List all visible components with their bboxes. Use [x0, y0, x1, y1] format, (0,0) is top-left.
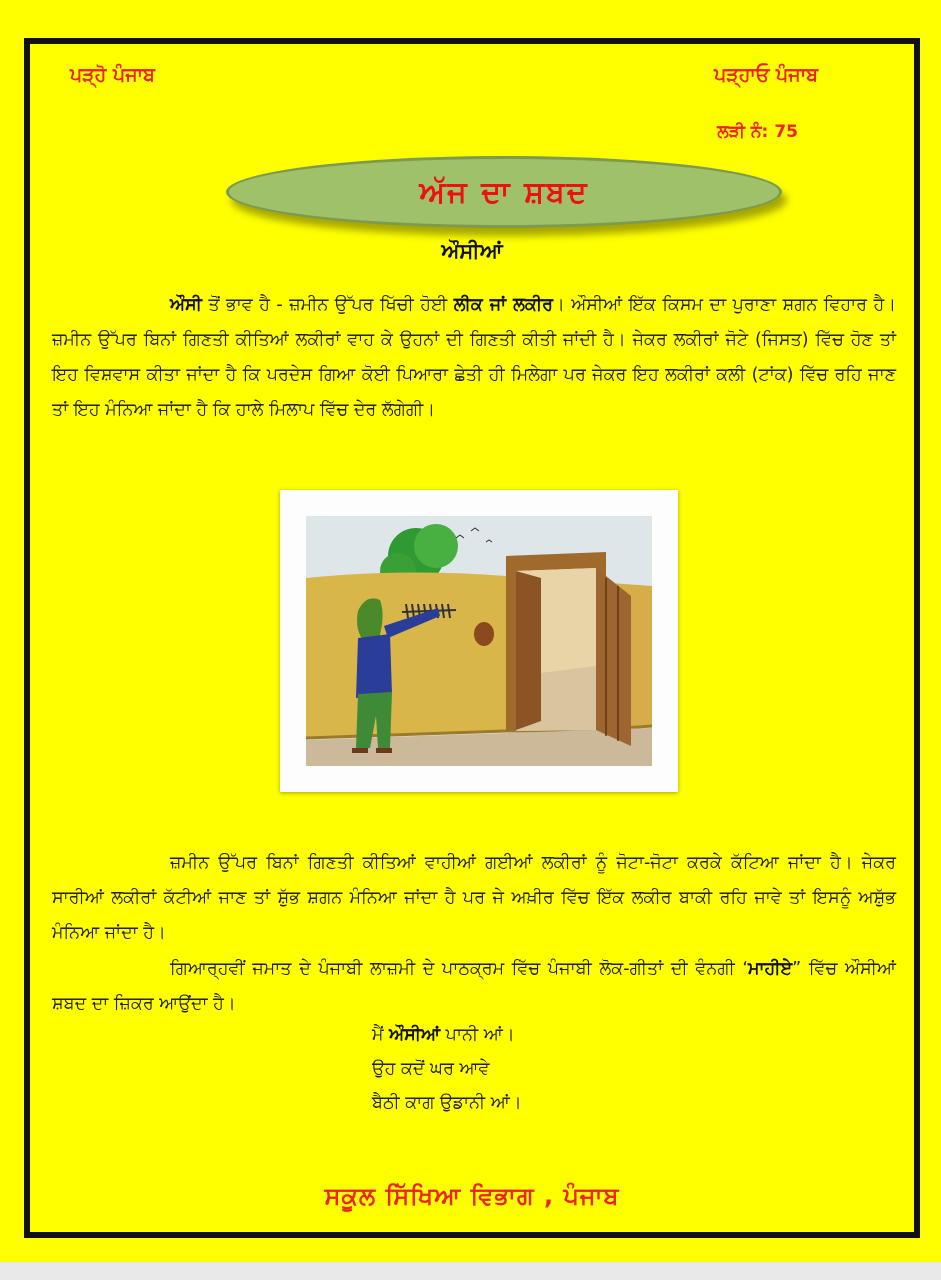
paragraph-text: ਜ਼ਮੀਨ ਉੱਪਰ ਬਿਨਾਂ ਗਿਣਤੀ ਕੀਤਿਆਂ ਵਾਹੀਆਂ ਗਈਆਂ ਲਕੀਰਾਂ ਨੂੰ ਜੋਟਾ-ਜੋਟਾ ਕਰਕੇ ਕੱਟਿਆ ਜਾਂਦਾ ਹੈ। ਜੇਕਰ ਸਾਰੀਆਂ ਲਕੀਰਾਂ ਕੱਟੀਆਂ ਜਾਣ ਤਾਂ ਸ਼ੁੱਭ ਸ਼ਗਨ ਮੰਨਿਆ ਜਾਂਦਾ ਹੈ ਪਰ ਜੇ ਅਖ਼ੀਰ ਵਿੱਚ ਇੱਕ ਲਕੀਰ ਬਾਕੀ ਰਹਿ ਜਾਵੇ ਤਾਂ ਇਸਨੂੰ ਅਸ਼ੁੱਭ ਮੰਨਿਆ ਜਾਂਦਾ ਹੈ।	[52, 853, 896, 943]
header-right-slogan: ਪੜ੍ਹਾਓ ਪੰਜਾਬ	[714, 64, 818, 86]
serial-value: 75	[774, 122, 798, 142]
paragraph-text: । ਔਸੀਆਂ ਇੱਕ ਕਿਸਮ ਦਾ ਪੁਰਾਣਾ ਸ਼ਗਨ ਵਿਹਾਰ ਹੈ। ਜ਼ਮੀਨ ਉੱਪਰ ਬਿਨਾਂ ਗਿਣਤੀ ਕੀਤਿਆਂ ਲਕੀਰਾਂ ਵਾਹ ਕੇ ਉਹਨਾਂ ਦੀ ਗਿਣਤੀ ਕੀਤੀ ਜਾਂਦੀ ਹੈ। ਜੇਕਰ ਲਕੀਰਾਂ ਜੋਟੇ (ਜਿਸਤ) ਵਿੱਚ ਹੋਣ ਤਾਂ ਇਹ ਵਿਸ਼ਵਾਸ ਕੀਤਾ ਜਾਂਦਾ ਹੈ ਕਿ ਪਰਦੇਸ ਗਿਆ ਕੋਈ ਪਿਆਰਾ ਛੇਤੀ ਹੀ ਮਿਲੇਗਾ ਪਰ ਜੇਕਰ ਇਹ ਲਕੀਰਾਂ ਕਲੀ (ਟਾਂਕ) ਵਿੱਚ ਰਹਿ ਜਾਣ ਤਾਂ ਇਹ ਮੰਨਿਆ ਜਾਂਦਾ ਹੈ ਕਿ ਹਾਲੇ ਮਿਲਾਪ ਵਿੱਚ ਦੇਰ ਲੱਗੇਗੀ।	[52, 295, 896, 420]
verse-line-3: ਬੈਠੀ ਕਾਗ ਉਡਾਨੀ ਆਂ।	[372, 1093, 522, 1113]
banner-title: ਅੱਜ ਦਾ ਸ਼ਬਦ	[419, 174, 589, 210]
serial-label: ਲੜੀ ਨੰ:	[717, 122, 769, 142]
bold-term: ਔਸੀ	[170, 295, 202, 315]
paragraph-reference	[52, 952, 896, 1022]
verse-bold-word: ਔਸੀਆਂ	[389, 1025, 441, 1045]
paragraph-text: ” ਵਿੱਚ ਔਸੀਆਂ ਸ਼ਬਦ ਦਾ ਜ਼ਿਕਰ ਆਉਂਦਾ ਹੈ।	[52, 959, 896, 1014]
verse-line-2: ਉਹ ਕਦੋਂ ਘਰ ਆਵੇ	[372, 1059, 490, 1079]
paragraph-custom	[52, 846, 896, 951]
header-left-slogan: ਪੜ੍ਹੋ ਪੰਜਾਬ	[70, 64, 155, 86]
bold-term: ਮਾਹੀਏ	[747, 959, 793, 979]
title-banner	[226, 156, 782, 228]
page-frame	[24, 38, 920, 1238]
verse-text: ਪਾਨੀ ਆਂ।	[440, 1025, 515, 1045]
verse-text: ਮੈਂ	[372, 1025, 390, 1045]
paragraph-meaning	[52, 288, 896, 428]
bold-phrase: ਲੀਕ ਜਾਂ ਲਕੀਰ	[453, 295, 553, 315]
paragraph-text: ਤੋਂ ਭਾਵ ਹੈ - ਜ਼ਮੀਨ ਉੱਪਰ ਖਿੱਚੀ ਹੋਈ	[201, 295, 454, 315]
paragraph-text: ਗਿਆਰ੍ਹਵੀਂ ਜਮਾਤ ਦੇ ਪੰਜਾਬੀ ਲਾਜ਼ਮੀ ਦੇ ਪਾਠਕ੍ਰਮ ਵਿੱਚ ਪੰਜਾਬੀ ਲੋਕ-ਗੀਤਾਂ ਦੀ ਵੰਨਗੀ ‘	[170, 959, 748, 979]
illustration-image	[306, 516, 652, 766]
footer-department: ਸਕੂਲ ਸਿੱਖਿਆ ਵਿਭਾਗ , ਪੰਜਾਬ	[324, 1182, 620, 1210]
bottom-strip	[0, 1262, 941, 1280]
verse-line-1	[372, 1018, 515, 1052]
illustration-card	[280, 490, 678, 792]
serial-number	[711, 122, 798, 142]
word-heading: ਔਸੀਆਂ	[441, 239, 503, 263]
